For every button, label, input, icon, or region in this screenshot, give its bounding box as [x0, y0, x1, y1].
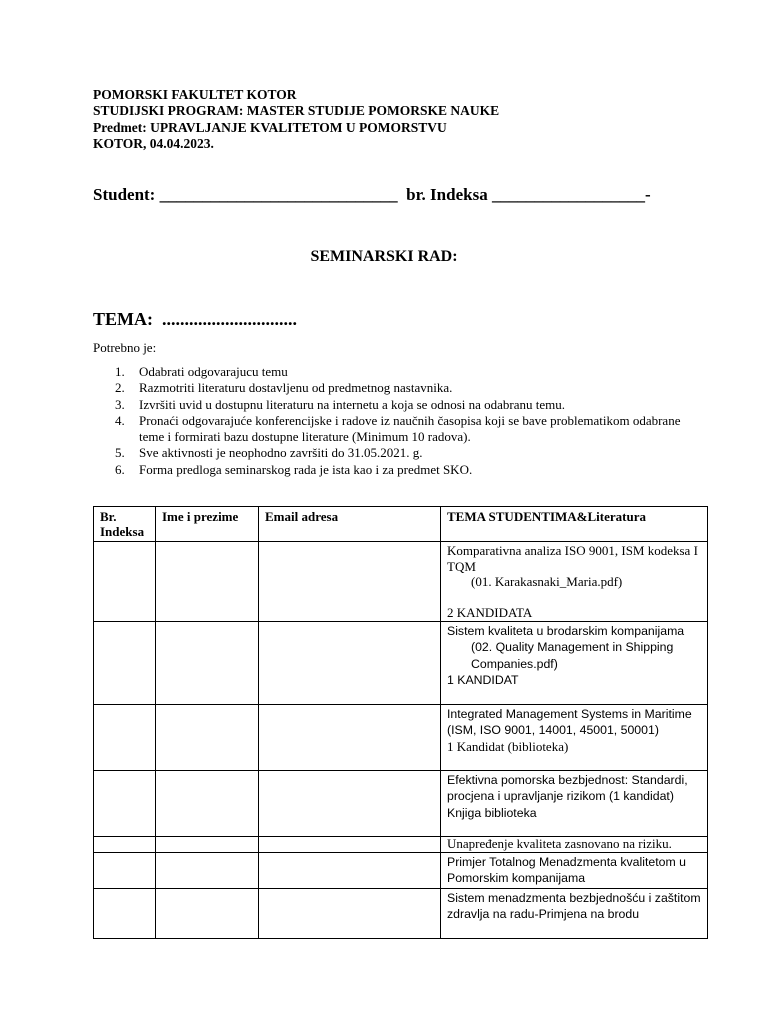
seminar-title: SEMINARSKI RAD: — [310, 248, 458, 265]
email-cell[interactable] — [259, 888, 441, 938]
topic-title: Sistem menadzmenta bezbjednošću i zaštitom zdravlja na radu-Primjena na brodu — [447, 890, 701, 921]
task-text: Sve aktivnosti je neophodno završiti do 31.05.2021. g. — [139, 445, 423, 461]
topic-candidates: 1 Kandidat (biblioteka) — [447, 738, 569, 754]
name-cell[interactable] — [156, 888, 259, 938]
table-row — [94, 837, 708, 853]
topic-cell — [441, 888, 708, 938]
task-text: Odabrati odgovarajucu temu — [139, 364, 288, 379]
topic-cell — [441, 705, 708, 771]
task-number: 5. — [115, 445, 125, 461]
topic-title: Primjer Totalnog Menadzmenta kvalitetom u Pomorskim kompanijama — [447, 855, 686, 886]
task-text: Izvršiti uvid u dostupnu literaturu na internetu a koja se odnosi na odabranu temu. — [139, 396, 566, 412]
task-number: 6. — [115, 461, 125, 477]
document-header — [93, 87, 499, 152]
student-label: Student: — [93, 185, 160, 204]
table-row — [94, 888, 708, 938]
task-number: 2. — [115, 380, 125, 396]
topic-title: Integrated Management Systems in Maritime (ISM, ISO 9001, 14001, 45001, 50001) — [447, 707, 692, 738]
col-header-email: Email adresa — [259, 507, 441, 542]
email-cell[interactable] — [259, 853, 441, 889]
task-number: 4. — [115, 412, 125, 428]
task-item — [115, 397, 705, 413]
col-header-name: Ime i prezime — [156, 507, 259, 542]
topic-candidates: 2 KANDIDATA — [447, 604, 533, 620]
student-name-blank: ____________________________ — [159, 185, 398, 204]
faculty-name: POMORSKI FAKULTET KOTOR — [93, 87, 297, 102]
topic-cell — [441, 542, 708, 622]
table-row — [94, 771, 708, 837]
task-item — [115, 364, 705, 380]
task-list — [115, 364, 705, 478]
email-cell[interactable] — [259, 771, 441, 837]
table-header-row — [94, 507, 708, 542]
index-cell[interactable] — [94, 705, 156, 771]
task-item — [115, 462, 705, 478]
col-header-topic: TEMA STUDENTIMA&Literatura — [441, 507, 708, 542]
index-cell[interactable] — [94, 837, 156, 853]
name-cell[interactable] — [156, 771, 259, 837]
index-cell[interactable] — [94, 853, 156, 889]
topic-candidates: 1 KANDIDAT — [447, 672, 519, 687]
topic-cell — [441, 853, 708, 889]
topics-table — [93, 506, 708, 939]
email-cell[interactable] — [259, 705, 441, 771]
index-cell[interactable] — [94, 622, 156, 705]
name-cell[interactable] — [156, 853, 259, 889]
student-line — [93, 185, 651, 205]
table-row — [94, 622, 708, 705]
topic-cell — [441, 837, 708, 853]
email-cell[interactable] — [259, 622, 441, 705]
topic-cell — [441, 771, 708, 837]
col-header-index: Br. Indeksa — [94, 507, 156, 542]
topic-title: Komparativna analiza ISO 9001, ISM kodeksa I TQM — [447, 543, 698, 574]
table-row — [94, 705, 708, 771]
name-cell[interactable] — [156, 705, 259, 771]
topic-cell — [441, 622, 708, 705]
topic-literature: (01. Karakasnaki_Maria.pdf) — [471, 574, 623, 589]
task-item — [115, 380, 705, 396]
index-blank: __________________- — [491, 185, 651, 204]
topic-literature: (02. Quality Management in Shipping Companies.pdf) — [471, 640, 674, 671]
index-label: br. Indeksa — [397, 185, 492, 204]
topic-title: Sistem kvaliteta u brodarskim kompanijama — [447, 624, 685, 638]
topic-literature: Knjiga biblioteka — [447, 805, 537, 820]
task-text: Forma predloga seminarskog rada je ista kao i za predmet SKO. — [139, 461, 473, 477]
place-date: KOTOR, 04.04.2023. — [93, 135, 214, 151]
task-text: Pronaći odgovarajuće konferencijske i radove iz naučnih časopisa koji se bave problematikom odabrane teme i formirati bazu dostupne literature (Minimum 10 radova). — [139, 412, 681, 445]
task-text: Razmotriti literaturu dostavljenu od predmetnog nastavnika. — [139, 380, 453, 396]
task-number: 3. — [115, 396, 125, 412]
instructions-intro: Potrebno je: — [93, 340, 157, 355]
name-cell[interactable] — [156, 837, 259, 853]
study-program: STUDIJSKI PROGRAM: MASTER STUDIJE POMORSKE NAUKE — [93, 103, 500, 119]
task-item — [115, 413, 705, 446]
index-cell[interactable] — [94, 888, 156, 938]
email-cell[interactable] — [259, 837, 441, 853]
topic-title: Efektivna pomorska bezbjednost: Standardi, procjena i upravljanje rizikom (1 kandidat) — [447, 773, 688, 804]
task-item — [115, 445, 705, 461]
email-cell[interactable] — [259, 542, 441, 622]
topic-title: Unapređenje kvaliteta zasnovano na riziku. — [447, 836, 672, 851]
table-row — [94, 853, 708, 889]
tema-line: TEMA: .............................. — [93, 309, 297, 329]
index-cell[interactable] — [94, 771, 156, 837]
course-name: Predmet: UPRAVLJANJE KVALITETOM U POMORSTVU — [93, 119, 447, 135]
task-number: 1. — [115, 364, 125, 379]
name-cell[interactable] — [156, 622, 259, 705]
name-cell[interactable] — [156, 542, 259, 622]
table-row — [94, 542, 708, 622]
index-cell[interactable] — [94, 542, 156, 622]
